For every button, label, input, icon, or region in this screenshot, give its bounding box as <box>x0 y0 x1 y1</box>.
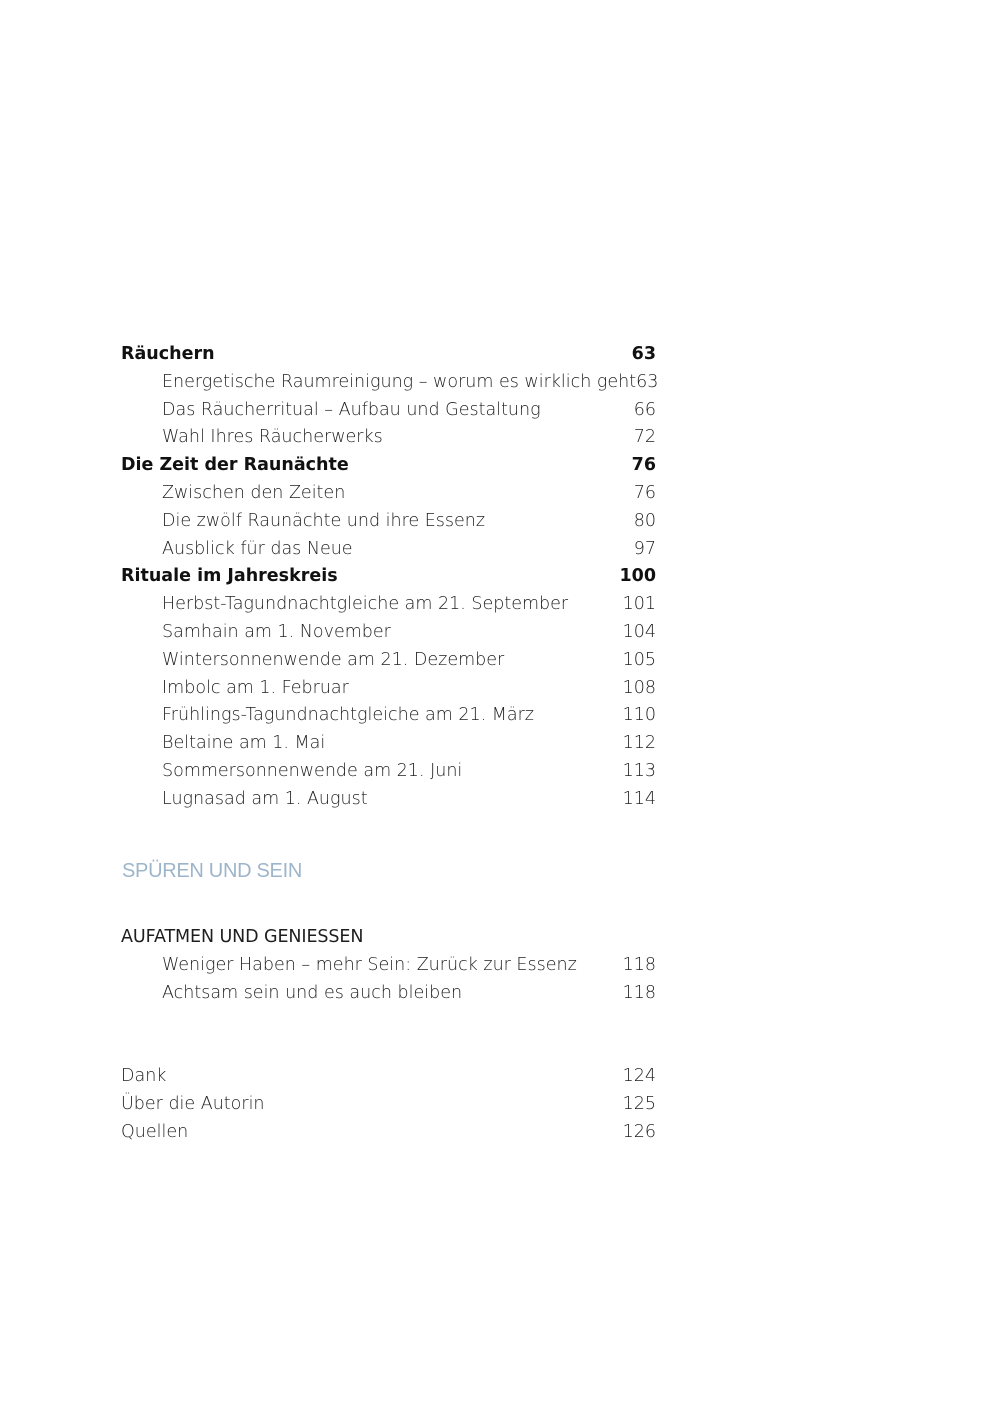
toc-subentry[interactable] <box>121 424 656 452</box>
toc-entry-page-number: 113 <box>622 760 656 781</box>
toc-entry-page-number: 97 <box>633 538 656 559</box>
toc-entry-title: Räuchern <box>121 344 215 364</box>
toc-entry-page-number: 100 <box>619 566 656 587</box>
toc-entry-title: Imbolc am 1. Februar <box>162 677 349 698</box>
toc-entry-title: Über die Autorin <box>121 1093 265 1114</box>
toc-chapter-entry[interactable] <box>121 452 656 480</box>
toc-subentry[interactable] <box>121 591 656 619</box>
toc-entry-title: Die Zeit der Raunächte <box>121 455 349 476</box>
toc-entry-page-number: 112 <box>622 733 656 754</box>
toc-chapter-entry[interactable] <box>121 924 656 952</box>
toc-entry-title: Sommersonnenwende am 21. Juni <box>162 760 463 781</box>
toc-subentry[interactable] <box>121 730 656 758</box>
toc-subentry[interactable] <box>121 369 659 397</box>
toc-entry-page-number: 101 <box>622 594 656 615</box>
toc-back-matter-list <box>121 1063 656 1146</box>
toc-entry-title: Ausblick für das Neue <box>162 538 353 559</box>
toc-main-list <box>121 341 659 814</box>
toc-entry-title: Frühlings-Tagundnachtgleiche am 21. März <box>162 705 534 726</box>
toc-section-list <box>121 924 656 1007</box>
toc-entry-title: Energetische Raumreinigung – worum es wirklich geht <box>162 371 637 392</box>
toc-entry-title: Achtsam sein und es auch bleiben <box>162 982 463 1003</box>
toc-entry-page-number: 63 <box>631 344 656 364</box>
toc-entry-page-number: 114 <box>622 788 656 809</box>
toc-entry-page-number: 126 <box>622 1121 656 1142</box>
toc-entry-title: Quellen <box>121 1121 189 1142</box>
toc-chapter-entry[interactable] <box>121 1119 656 1147</box>
toc-entry-page-number: 118 <box>622 982 656 1003</box>
toc-subentry[interactable] <box>121 647 656 675</box>
toc-entry-title: Samhain am 1. November <box>162 621 391 642</box>
toc-subentry[interactable] <box>121 702 656 730</box>
toc-entry-page-number: 110 <box>622 705 656 726</box>
toc-entry-title: Weniger Haben – mehr Sein: Zurück zur Essenz <box>162 954 577 975</box>
toc-entry-page-number: 76 <box>633 482 656 503</box>
toc-entry-page-number: 124 <box>622 1066 656 1086</box>
toc-chapter-entry[interactable] <box>121 563 656 591</box>
toc-entry-title: Herbst-Tagundnachtgleiche am 21. September <box>162 594 569 615</box>
toc-subentry[interactable] <box>121 508 656 536</box>
toc-subentry[interactable] <box>121 480 656 508</box>
toc-subentry[interactable] <box>121 980 656 1008</box>
toc-subentry[interactable] <box>121 397 656 425</box>
toc-subentry[interactable] <box>121 952 656 980</box>
toc-entry-title: Rituale im Jahreskreis <box>121 566 338 587</box>
toc-subentry[interactable] <box>121 675 656 703</box>
toc-entry-title: Lugnasad am 1. August <box>162 788 368 809</box>
toc-subentry[interactable] <box>121 786 656 814</box>
toc-subentry[interactable] <box>121 758 656 786</box>
toc-chapter-entry[interactable] <box>121 1063 656 1091</box>
toc-entry-title: Die zwölf Raunächte und ihre Essenz <box>162 510 486 531</box>
toc-entry-title: Wahl Ihres Räucherwerks <box>162 427 383 448</box>
toc-entry-title: Dank <box>121 1066 167 1086</box>
toc-entry-page-number: 118 <box>622 954 656 975</box>
toc-chapter-entry[interactable] <box>121 1091 656 1119</box>
toc-entry-page-number: 76 <box>631 455 656 476</box>
toc-subentry[interactable] <box>121 619 656 647</box>
toc-entry-page-number: 63 <box>636 371 659 392</box>
toc-entry-title: Zwischen den Zeiten <box>162 482 346 503</box>
toc-subentry[interactable] <box>121 536 656 564</box>
section-heading: SPÜREN UND SEIN <box>122 860 302 882</box>
toc-entry-title: AUFATMEN UND GENIESSEN <box>121 927 364 947</box>
toc-entry-page-number: 66 <box>633 399 656 420</box>
toc-entry-page-number: 108 <box>622 677 656 698</box>
toc-entry-page-number: 104 <box>622 621 656 642</box>
toc-entry-page-number: 105 <box>622 649 656 670</box>
toc-chapter-entry[interactable] <box>121 341 656 369</box>
toc-entry-title: Beltaine am 1. Mai <box>162 733 326 754</box>
toc-entry-title: Das Räucherritual – Aufbau und Gestaltung <box>162 399 541 420</box>
toc-entry-page-number: 72 <box>633 427 656 448</box>
toc-entry-page-number: 125 <box>622 1093 656 1114</box>
toc-entry-page-number: 80 <box>633 510 656 531</box>
toc-entry-title: Wintersonnenwende am 21. Dezember <box>162 649 505 670</box>
